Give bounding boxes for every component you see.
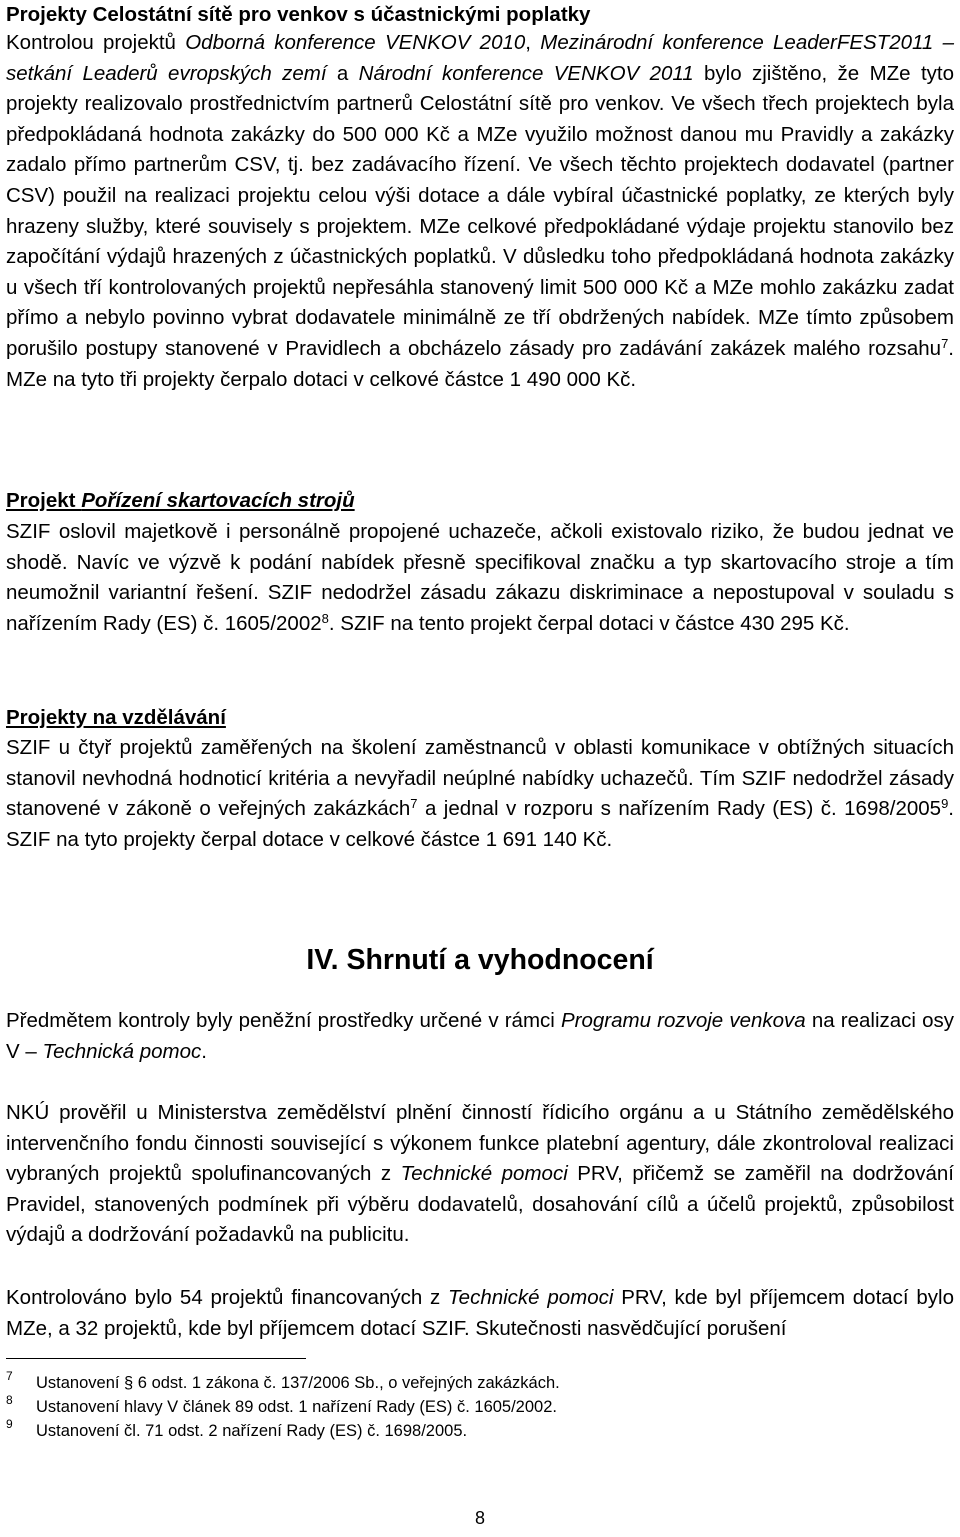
footnote-ref-9[interactable]: 9 [941, 796, 949, 812]
footnote-ref-7[interactable]: 7 [941, 335, 949, 351]
paragraph-skartovaci-stroje [6, 517, 954, 639]
text-run: Kontrolováno bylo 54 projektů financovaných z [6, 1286, 449, 1309]
heading-vzdelavani: Projekty na vzdělávání [6, 706, 226, 729]
text-run: . [201, 1039, 207, 1063]
text-run: SZIF oslovil majetkově i personálně propojené uchazeče, ačkoli existovalo riziko, že budou jednat ve shodě. Navíc ve výzvě k podání nabídek přesně specifikoval značku a typ skartovacího stroje a tím neumožnil variantní řešení. SZIF nedodržel zásadu zákazu diskriminace a nepostupoval v souladu s nařízením Rady (ES) č. 1605/2002 [6, 520, 954, 635]
footnote-ref-7[interactable]: 7 [410, 796, 418, 812]
section-heading: IV. Shrnutí a vyhodnocení [306, 944, 654, 976]
footnote-separator [6, 1358, 306, 1359]
footnote-text: Ustanovení hlavy V článek 89 odst. 1 nařízení Rady (ES) č. 1605/2002. [36, 1398, 557, 1416]
text-run: Předmětem kontroly byly peněžní prostředky určené v rámci [6, 1009, 561, 1032]
text-run: . SZIF na tyto projekty čerpal dotace v celkové částce 1 691 140 Kč. [6, 797, 954, 851]
program-name: Programu rozvoje venkova [560, 1009, 806, 1032]
footnote-number: 8 [6, 1393, 13, 1407]
heading-skartovaci-stroje [6, 486, 355, 517]
text-run: NKÚ prověřil u Ministerstva zemědělství plnění činností řídicího orgánu a u Státního zemědělského intervenčního fondu činnosti související s výkonem funkce platební agentury, dále zkontroloval realizaci vybraných projektů spolufinancovaných z [6, 1101, 954, 1186]
footnote-ref-8[interactable]: 8 [321, 610, 329, 626]
text-run: bylo zjištěno, že MZe tyto projekty realizovalo prostřednictvím partnerů Celostátní sítě pro venkov. Ve všech třech projektech byla předpokládaná hodnota zakázky do 500 000 Kč a MZe využilo možnost danou mu Pravidly a zakázky zadalo přímo partnerům CSV, tj. bez zadávacího řízení. Ve všech těchto projektech dodavatel (partner CSV) použil na realizaci projektu celou výši dotace a dále vybíral účastnické poplatky, ze kterých byly hrazeny služby, které souvisely s projektem. MZe celkové předpokládané výdaje projektu stanovilo bez započítání výdajů hrazených z účastnických poplatků. V důsledku toho předpokládaná hodnota zakázky u všech tří kontrolovaných projektů nepřesáhla stanovený limit 500 000 Kč a MZe mohlo zakázku zadat přímo a nebylo povinno vybrat dodavatele minimálně ze tří obdržených nabídek. MZe tímto způsobem porušilo postupy stanovené v Pravidlech a obcházelo zásady pro zadávání zakázek malého rozsahu [6, 61, 954, 360]
paragraph-celostatni-sit [6, 28, 954, 395]
text-run: PRV, přičemž se zaměřil na dodržování Pravidel, stanovených podmínek při výběru dodavatelů, dosahování cílů a účelů projektů, způsobilost výdajů a dodržování požadavků na publicitu. [6, 1162, 954, 1247]
text-run: na realizaci osy V – [6, 1009, 954, 1063]
paragraph-vzdelavani [6, 733, 954, 855]
project-name-leaderfest: Mezinárodní konference LeaderFEST2011 – setkání Leaderů evropských zemí [6, 31, 954, 85]
technicka-pomoc-term: Technické pomoci [400, 1162, 568, 1186]
footnote-number: 7 [6, 1369, 13, 1383]
text-run: PRV, kde byl příjemcem dotací bylo MZe, a 32 projektů, kde byl příjemcem dotací SZIF. Skutečnosti nasvědčující porušení [6, 1286, 954, 1340]
heading-project-name: Pořízení skartovacích strojů [81, 489, 355, 512]
text-run: , [525, 31, 541, 54]
footnote-text: Ustanovení čl. 71 odst. 2 nařízení Rady (ES) č. 1698/2005. [36, 1422, 468, 1440]
text-run: a [326, 61, 359, 85]
project-name-venkov-2011: Národní konference VENKOV 2011 [358, 61, 694, 85]
heading-celostatni-sit: Projekty Celostátní sítě pro venkov s účastnickými poplatky [6, 3, 591, 26]
text-run: a jednal v rozporu s nařízením Rady (ES) č. 1698/2005 [417, 797, 942, 821]
project-name-venkov-2010: Odborná konference VENKOV 2010 [185, 31, 526, 54]
text-run: Kontrolou projektů [6, 31, 186, 54]
text-run: SZIF u čtyř projektů zaměřených na školení zaměstnanců v oblasti komunikace v obtížných situacích stanovil nevhodná hodnoticí kritéria a nevyřadil neúplné nabídky uchazečů. Tím SZIF nedodržel zásady stanovené v zákoně o veřejných zakázkách [6, 736, 954, 821]
page-number: 8 [474, 1508, 485, 1528]
paragraph-kontrolovano [6, 1283, 954, 1344]
paragraph-predmet-kontroly [6, 1006, 954, 1067]
paragraph-nku-proveril [6, 1098, 954, 1251]
text-run: . SZIF na tento projekt čerpal dotaci v částce 430 295 Kč. [328, 611, 850, 635]
technicka-pomoc-term: Technické pomoci [448, 1286, 614, 1309]
text-run: . MZe na tyto tři projekty čerpalo dotaci v celkové částce 1 490 000 Kč. [6, 336, 954, 391]
heading-text: Projekt [6, 489, 82, 512]
footnote-number: 9 [6, 1417, 13, 1431]
axis-name: Technická pomoc [42, 1039, 202, 1063]
footnote-text: Ustanovení § 6 odst. 1 zákona č. 137/2006 Sb., o veřejných zakázkách. [36, 1374, 560, 1392]
